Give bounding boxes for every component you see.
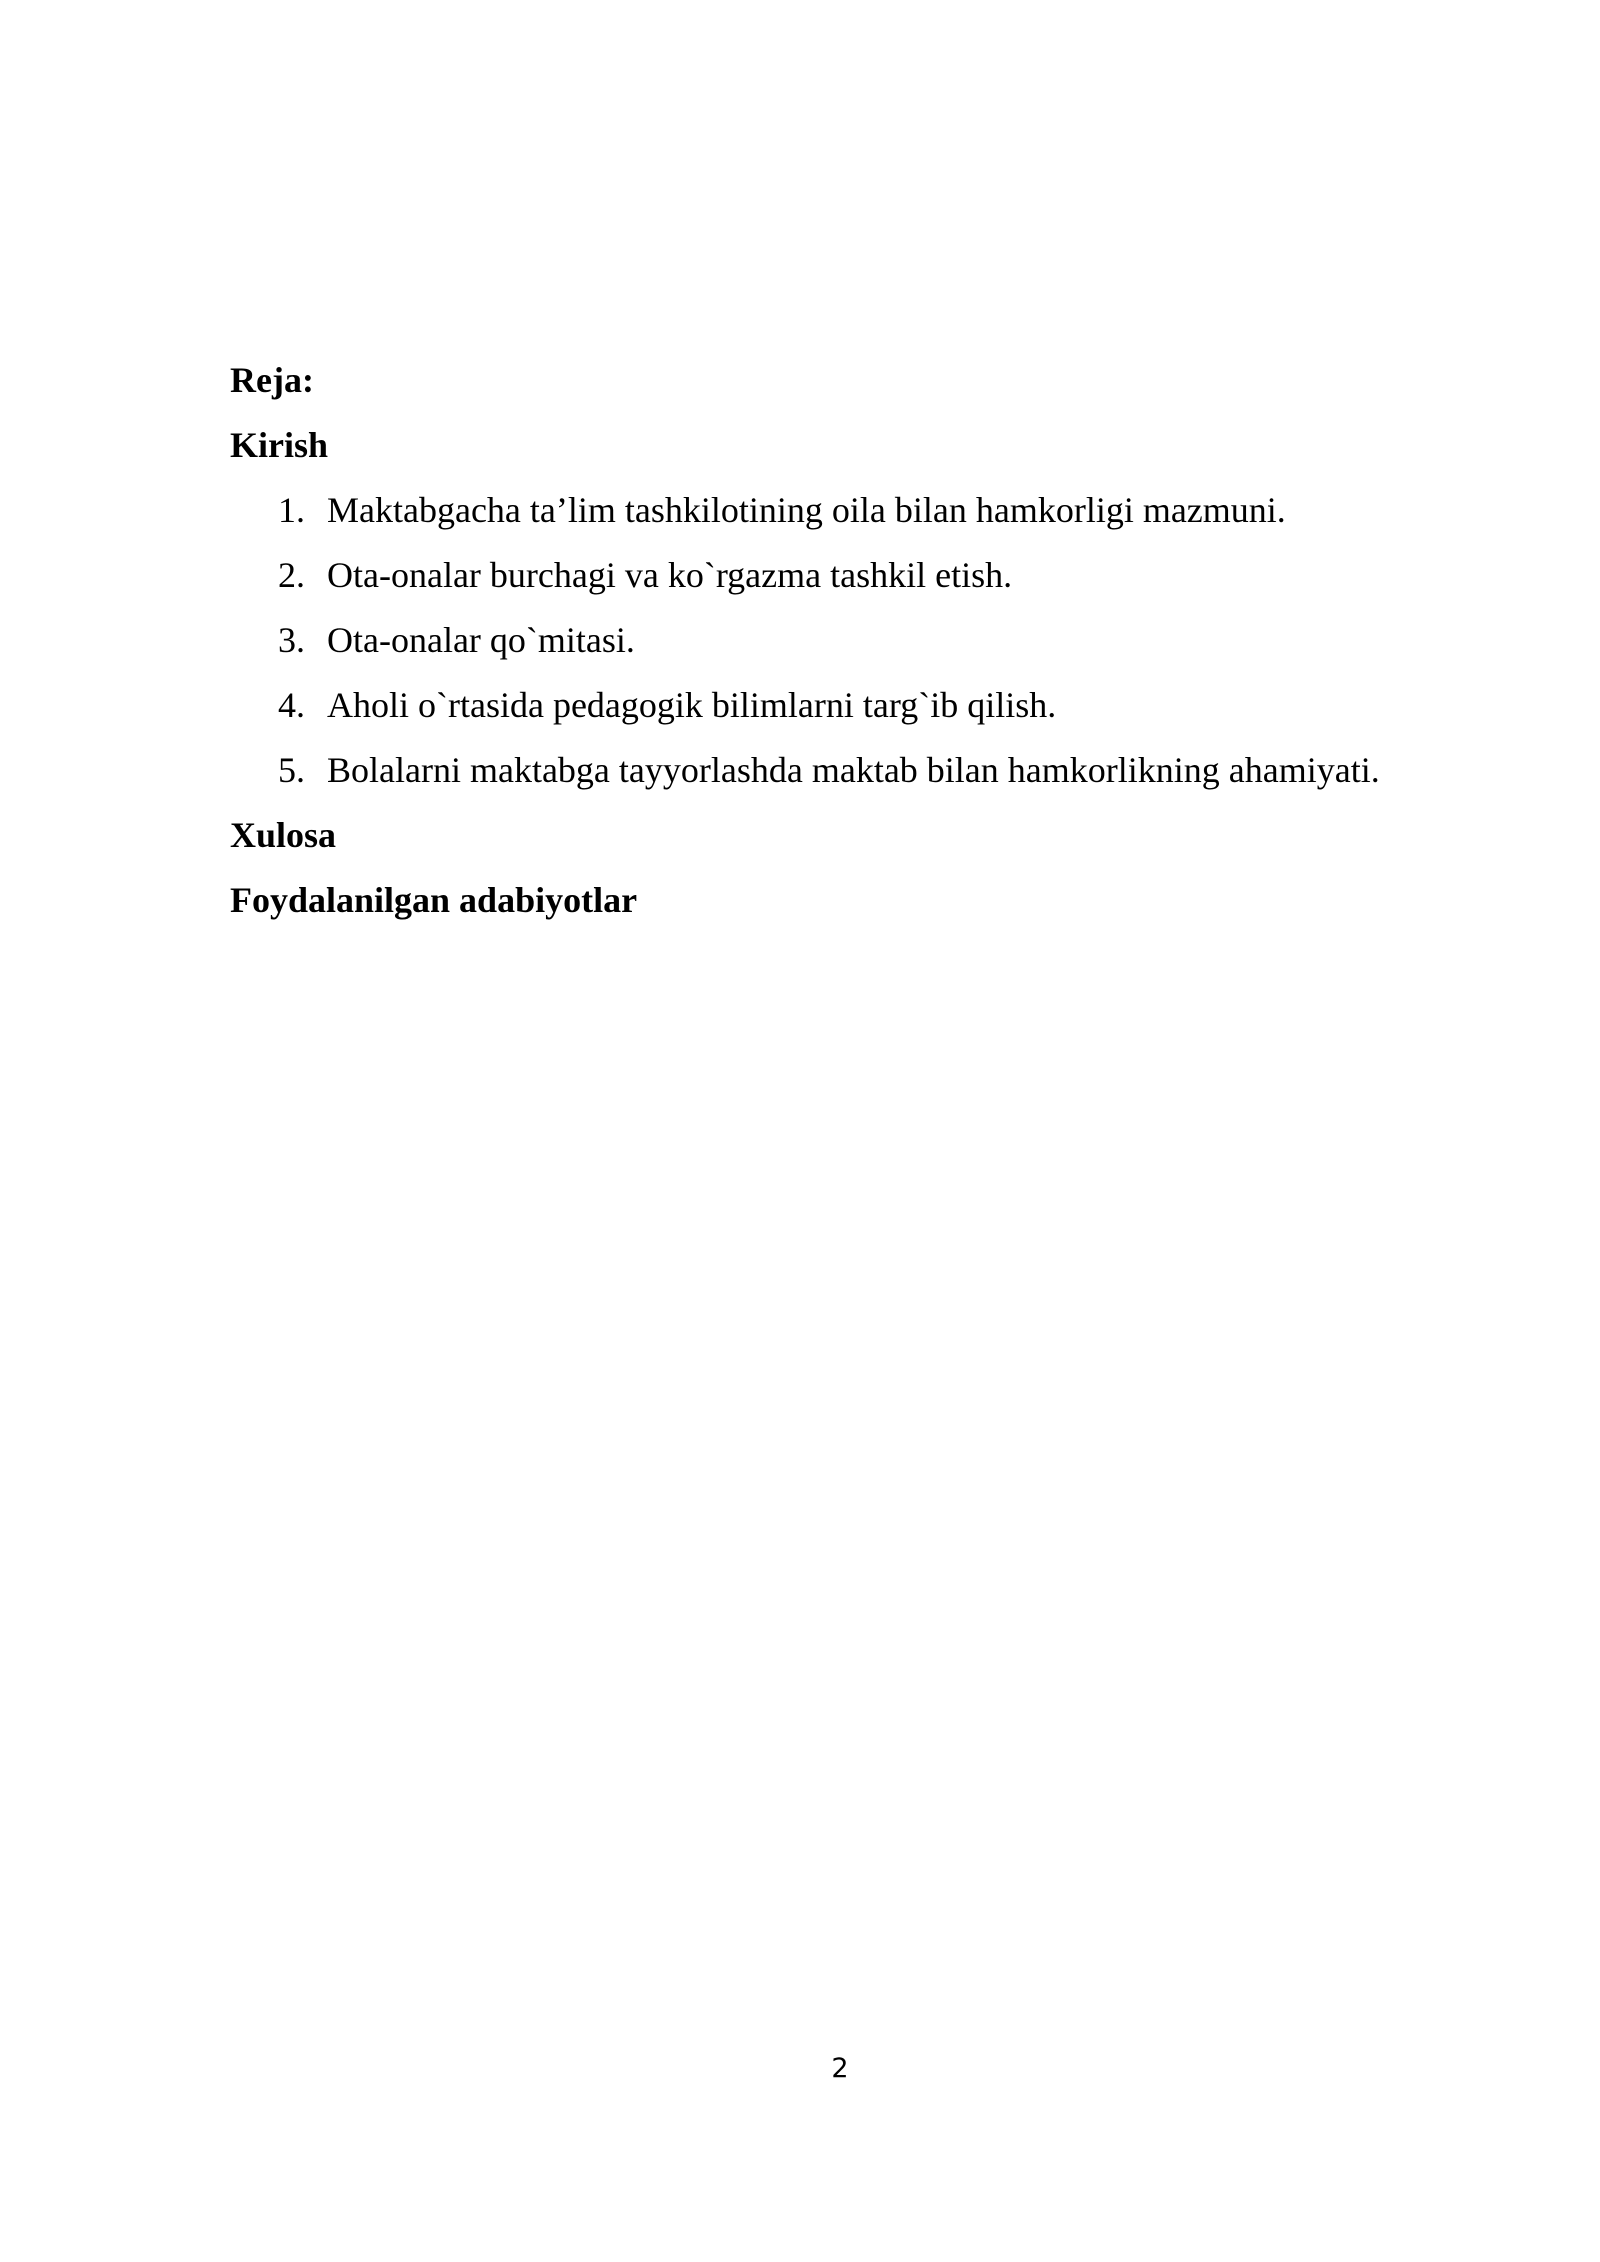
intro-heading: Kirish <box>230 425 329 465</box>
plan-item <box>230 608 1490 673</box>
plan-item <box>230 738 1490 803</box>
plan-item-number: 4. <box>278 685 305 725</box>
plan-item-number: 5. <box>278 750 305 790</box>
plan-item-number: 2. <box>278 555 305 595</box>
plan-item-text: Maktabgacha ta’lim tashkilotining oila bilan hamkorligi mazmuni. <box>327 490 1286 530</box>
plan-item-text: Ota-onalar burchagi va ko`rgazma tashkil etish. <box>327 555 1013 595</box>
plan-item <box>230 543 1490 608</box>
plan-item <box>230 673 1490 738</box>
plan-item <box>230 478 1490 543</box>
plan-item-number: 1. <box>278 490 305 530</box>
plan-list <box>230 478 1490 803</box>
references-heading: Foydalanilgan adabiyotlar <box>230 880 638 920</box>
plan-title: Reja: <box>230 360 314 400</box>
plan-item-text: Bolalarni maktabga tayyorlashda maktab bilan hamkorlikning ahamiyati. <box>327 750 1380 790</box>
plan-section <box>230 348 1490 933</box>
plan-item-text: Aholi o`rtasida pedagogik bilimlarni targ`ib qilish. <box>327 685 1057 725</box>
conclusion-heading: Xulosa <box>230 815 337 855</box>
plan-item-text: Ota-onalar qo`mitasi. <box>327 620 635 660</box>
plan-item-number: 3. <box>278 620 305 660</box>
page-number: 2 <box>831 2053 849 2084</box>
